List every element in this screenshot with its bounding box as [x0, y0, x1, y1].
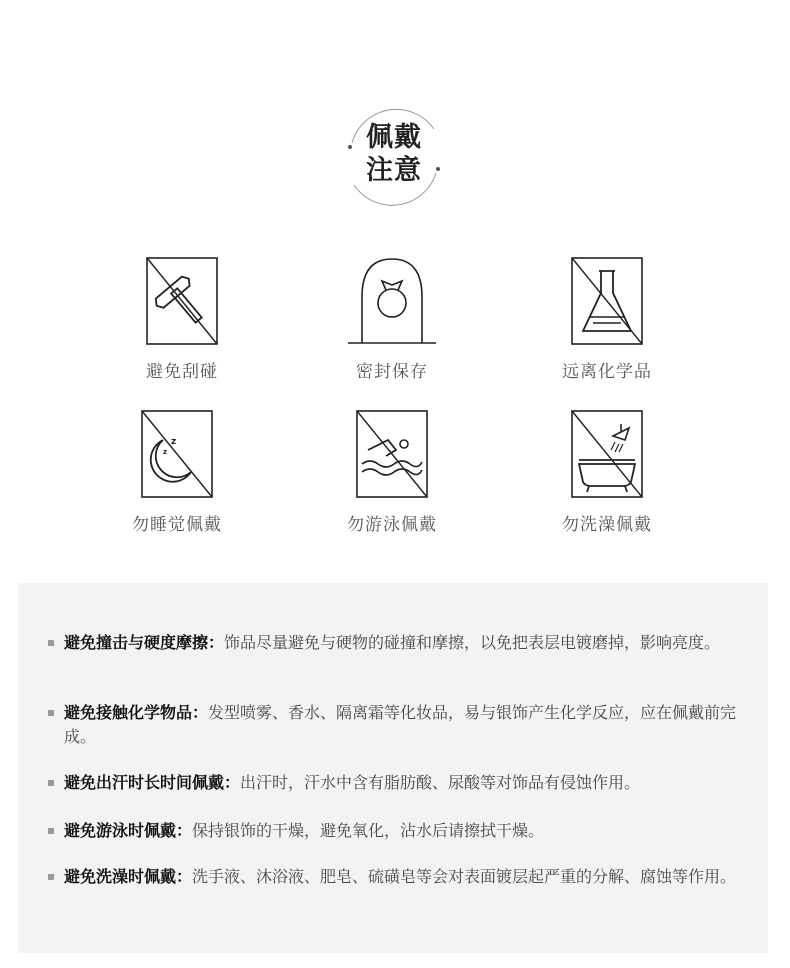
page-title: 佩戴 注意	[366, 122, 422, 186]
bullet-icon	[48, 780, 54, 786]
bullet-icon	[48, 710, 54, 716]
note-heading: 避免撞击与硬度摩擦：	[64, 633, 225, 652]
note-item	[48, 631, 748, 655]
bullet-icon	[48, 640, 54, 646]
note-heading: 避免接触化学物品：	[64, 703, 209, 722]
icon-cell-sealed-storage	[322, 257, 462, 382]
bath-icon	[571, 410, 643, 498]
swim-icon	[356, 410, 428, 498]
note-heading: 避免洗澡时佩戴：	[64, 867, 193, 886]
note-text: 保持银饰的干燥，避免氧化，沾水后请擦拭干燥。	[192, 821, 545, 840]
pouch-icon	[346, 257, 438, 345]
icon-cell-away-from-chemicals	[537, 257, 677, 382]
icon-label: 勿洗澡佩戴	[562, 515, 652, 535]
note-item	[48, 701, 748, 749]
note-text: 饰品尽量避免与硬物的碰撞和摩擦，以免把表层电镀磨掉，影响亮度。	[224, 633, 721, 652]
icon-label: 避免刮碰	[146, 362, 218, 382]
note-heading: 避免出汗时长时间佩戴：	[64, 773, 241, 792]
icon-cell-no-swimming	[322, 410, 462, 535]
note-text: 发型喷雾、香水、隔离霜等化妆品，易与银饰产生化学反应，应在佩戴前完成。	[64, 703, 737, 746]
care-notes-panel	[18, 583, 768, 953]
icon-label: 密封保存	[356, 362, 428, 382]
icon-label: 勿睡觉佩戴	[132, 515, 222, 535]
bullet-icon	[48, 828, 54, 834]
icon-cell-no-sleep	[107, 410, 247, 535]
icon-label: 远离化学品	[562, 362, 652, 382]
icon-cell-no-bathing	[537, 410, 677, 535]
icon-label: 勿游泳佩戴	[347, 515, 437, 535]
flask-icon	[571, 257, 643, 345]
icon-cell-no-scratch	[112, 257, 252, 382]
sleep-z-small-glyph: z	[163, 448, 168, 456]
sleep-icon	[141, 410, 213, 498]
note-item	[48, 819, 748, 843]
sleep-z-large-glyph: z	[171, 437, 177, 447]
note-heading: 避免游泳时佩戴：	[64, 821, 193, 840]
note-text: 出汗时，汗水中含有脂肪酸、尿酸等对饰品有侵蚀作用。	[240, 773, 641, 792]
note-item	[48, 865, 748, 889]
title-badge	[346, 107, 442, 207]
note-item	[48, 771, 748, 795]
note-text: 洗手液、沐浴液、肥皂、硫磺皂等会对表面镀层起严重的分解、腐蚀等作用。	[192, 867, 737, 886]
hammer-icon	[146, 257, 218, 345]
bullet-icon	[48, 874, 54, 880]
